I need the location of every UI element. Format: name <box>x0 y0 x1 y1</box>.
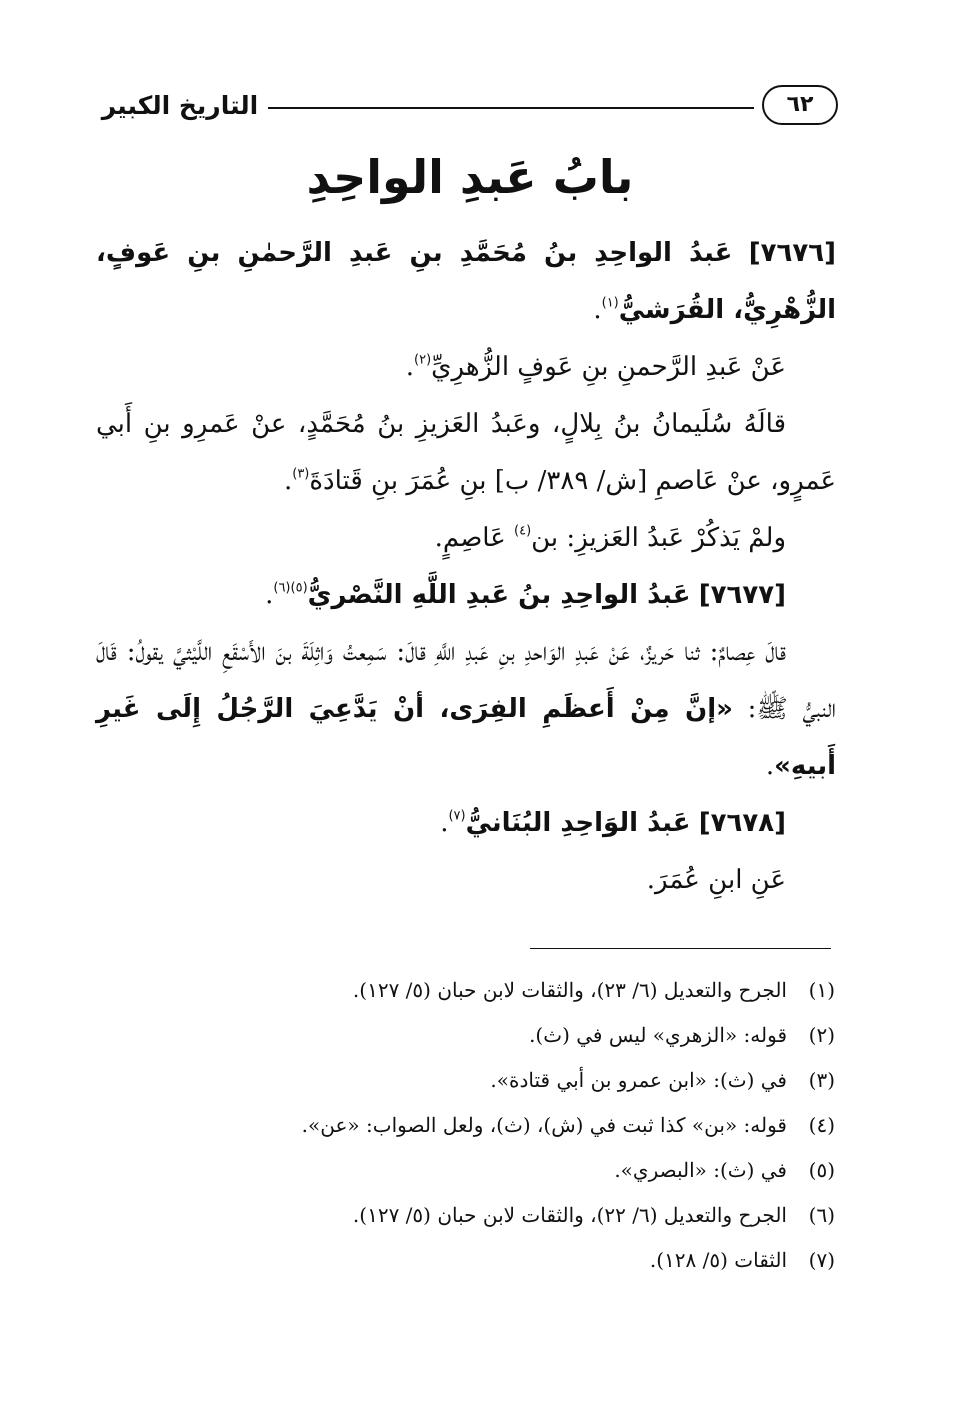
footnote-ref[interactable]: (٢) <box>414 352 432 368</box>
entry-number: [٧٦٧٧] <box>698 580 786 610</box>
footnote-number: (٣) <box>808 1068 835 1092</box>
footnote-number: (٥) <box>808 1158 835 1182</box>
footnote <box>250 1193 835 1238</box>
entry-name: عَبدُ الواحِدِ بنُ مُحَمَّدِ بنِ عَبدِ الرَّحمٰنِ بنِ عَوفٍ، الزُّهْرِيُّ، القُرَشيُّ <box>96 238 836 325</box>
entry-number: [٧٦٧٨] <box>698 808 786 838</box>
footnote-number: (٧) <box>808 1248 835 1272</box>
entry-heading: [٧٦٧٦] عَبدُ الواحِدِ بنُ مُحَمَّدِ بنِ عَبدِ الرَّحمٰنِ بنِ عَوفٍ، الزُّهْرِيُّ، القُرَشيُّ$^{(١)}$. <box>96 238 837 325</box>
page-number: ٦٢ <box>762 85 838 125</box>
book-title: التاريخ الكبير <box>101 91 259 120</box>
footnote-ref[interactable]: (٣) <box>292 466 310 482</box>
header-rule <box>268 107 754 109</box>
chapter-title: بابُ عَبدِ الواحِدِ <box>306 150 634 204</box>
footnote <box>250 1103 835 1148</box>
entry-number: [٧٦٧٦] <box>748 238 837 268</box>
main-text <box>96 225 836 909</box>
footnote-number: (٢) <box>808 1023 835 1047</box>
entry-heading: [٧٦٧٧] عَبدُ الواحِدِ بنُ عَبدِ اللَّهِ النَّصْريُّ$^{(٥)(٦)}$. <box>265 580 786 610</box>
footnote-text: في (ث): «البصري». <box>614 1158 787 1182</box>
footnote-text: الجرح والتعديل (٦/ ٢٢)، والثقات لابن حبان (٥/ ١٢٧). <box>352 1203 787 1227</box>
footnote-number: (٦) <box>808 1203 835 1227</box>
footnote-ref[interactable]: (٥)(٦) <box>273 580 308 596</box>
footnote-text: الثقات (٥/ ١٢٨). <box>649 1248 787 1272</box>
text-line: عَنْ عَبدِ الرَّحمنِ بنِ عَوفٍ الزُّهرِيِّ$^{(٢)}$. <box>405 352 786 382</box>
footnote-text: في (ث): «ابن عمرو بن أبي قتادة». <box>490 1068 787 1092</box>
footnote <box>250 1013 835 1058</box>
footnote-ref[interactable]: (٧) <box>448 808 466 824</box>
hadith-text: «إنَّ مِنْ أَعظَمِ الفِرَى، أنْ يَدَّعِيَ الرَّجُلُ إِلَى غَيرِ أَبيهِ» <box>96 694 836 781</box>
footnotes <box>250 968 835 1283</box>
footnote <box>250 968 835 1013</box>
entry-name: عَبدُ الوَاحِدِ البُنَانيُّ <box>465 808 691 838</box>
footnote <box>250 1148 835 1193</box>
footnote-ref[interactable]: (٤) <box>514 523 532 539</box>
footnote-text: قوله: «بن» كذا ثبت في (ش)، (ث)، ولعل الصواب: «عن». <box>301 1113 787 1137</box>
running-header <box>100 84 840 134</box>
footnote <box>250 1058 835 1103</box>
footnote-number: (١) <box>808 978 835 1002</box>
footnote-text: الجرح والتعديل (٦/ ٢٣)، والثقات لابن حبان (٥/ ١٢٧). <box>352 978 787 1002</box>
footnote-separator <box>530 948 831 949</box>
footnote-number: (٤) <box>808 1113 835 1137</box>
footnote-ref[interactable]: (١) <box>601 295 619 311</box>
entry-name: عَبدُ الواحِدِ بنُ عَبدِ اللَّهِ النَّصْريُّ <box>307 580 691 610</box>
text-line: قالَهُ سُلَيمانُ بنُ بِلالٍ، وعَبدُ العَزيزِ بنُ مُحَمَّدٍ، عنْ عَمرِو بنِ أَبي عَمرٍو، عنْ عَاصمِ [ش/ ٣٨٩/ ب] بنِ عُمَرَ بنِ قَتادَةَ$^{(٣)}$. <box>96 409 836 496</box>
footnote-text: قوله: «الزهري» ليس في (ث). <box>529 1023 787 1047</box>
text-line: ولمْ يَذكُرْ عَبدُ العَزيزِ: بن$^{(٤)}$ عَاصِمٍ. <box>434 523 786 553</box>
text-line: عَنِ ابنِ عُمَرَ. <box>646 865 786 895</box>
footnote <box>250 1238 835 1283</box>
narration: قالَ عِصامٌ: ثنا حَريزٌ، عَنْ عَبدِ الوَاحدِ بنِ عَبدِ اللَّهِ قالَ: سَمِعتُ وَاثِلَةَ بنَ الأَسْقَعِ اللَّيْثيَّ يقولُ: قَالَ النبيُّ ﷺ: «إنَّ مِنْ أَعظَمِ الفِرَى، أنْ يَدَّعِيَ الرَّجُلُ إِلَى غَيرِ أَبيهِ». <box>96 637 836 781</box>
entry-heading: [٧٦٧٨] عَبدُ الوَاحِدِ البُنَانيُّ$^{(٧)}$. <box>440 808 786 838</box>
